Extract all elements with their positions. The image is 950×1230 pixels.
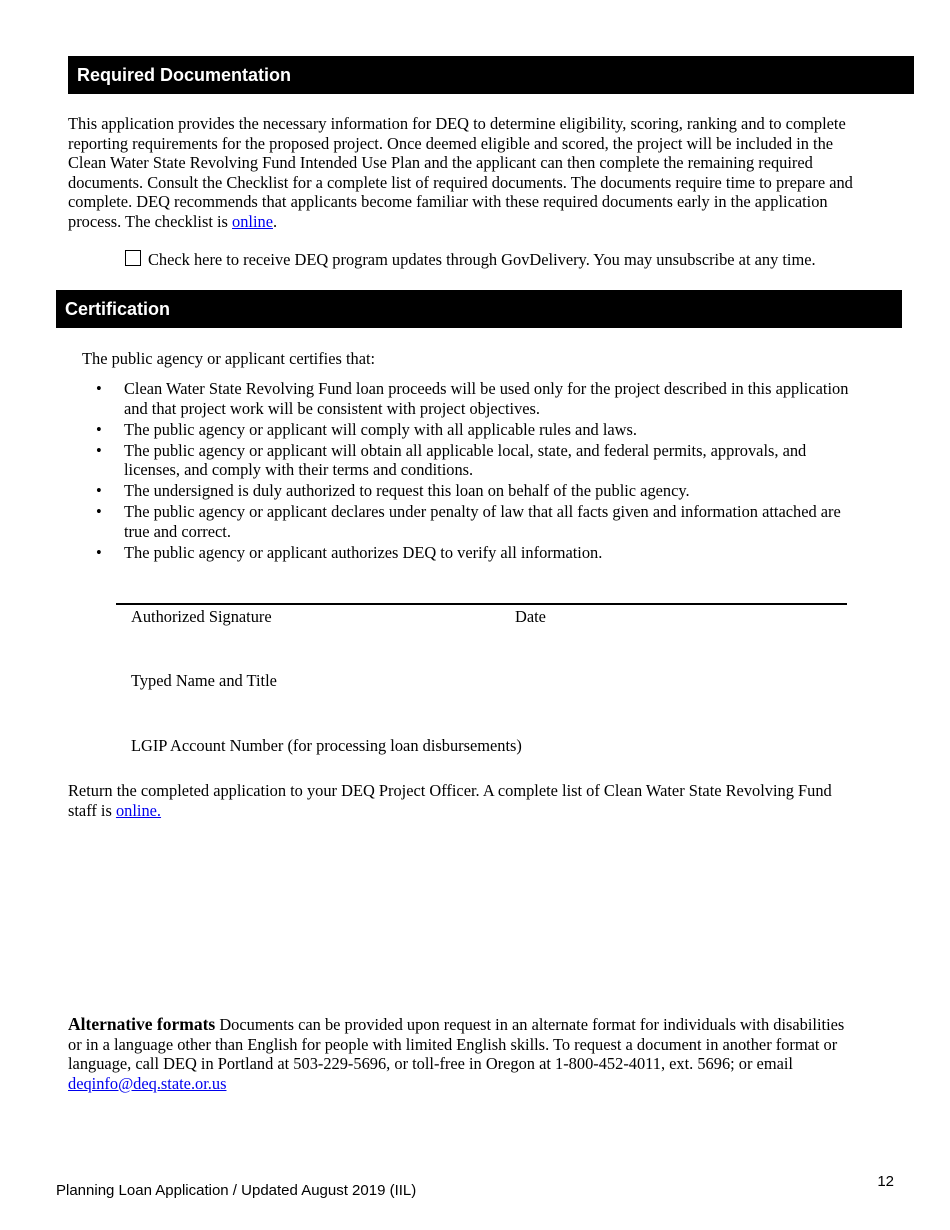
bullet-icon: • (96, 419, 102, 439)
certification-item (96, 420, 856, 440)
return-instructions (68, 781, 858, 820)
certification-item (96, 441, 856, 480)
staff-online-link[interactable]: online. (115, 800, 162, 820)
authorized-signature-label: Authorized Signature (131, 607, 272, 626)
certification-title: Certification (65, 298, 171, 319)
certification-item (96, 379, 856, 418)
return-instructions-text: Return the completed application to your DEQ Project Officer. A complete list of Clean Water State Revolving Fund staff is (68, 781, 832, 820)
certification-header (56, 290, 902, 328)
required-documentation-title: Required Documentation (77, 64, 292, 85)
lgip-account-number-label: LGIP Account Number (for processing loan disbursements) (131, 736, 522, 755)
date-label: Date (515, 607, 546, 626)
required-documentation-body (68, 114, 858, 231)
alternative-formats-text: Documents can be provided upon request in an alternate format for individuals with disabilities or in a language other than English for people with limited English skills. To request a document in another format or language, call DEQ in Portland at 503-229-5696, or toll-free in Oregon at 1-800-452-4011, ext. 5696; or email (68, 1015, 845, 1073)
required-documentation-header (68, 56, 914, 94)
required-documentation-period: . (273, 211, 278, 231)
certification-item-text: The public agency or applicant will comply with all applicable rules and laws. (124, 419, 637, 439)
bullet-icon: • (96, 502, 102, 521)
page-number: 12 (877, 1173, 894, 1190)
alternative-formats-heading: Alternative formats (68, 1014, 216, 1034)
certification-item (96, 481, 856, 501)
bullet-icon: • (96, 379, 102, 398)
govdelivery-checkbox[interactable] (125, 250, 141, 266)
required-documentation-text: This application provides the necessary information for DEQ to determine eligibility, scoring, ranking and to complete reporting requirements for the proposed project. Once deemed eligible and scored, the project will be included in the Clean Water State Revolving Fund Intended Use Plan and the applicant can then complete the remaining required documents. Consult the Checklist for a complete list of required documents. The documents require time to prepare and complete. DEQ recommends that applicants become familiar with these required documents early in the application process. The checklist is (68, 114, 853, 231)
certification-item-text: Clean Water State Revolving Fund loan proceeds will be used only for the project described in this application and that project work will be consistent with project objectives. (124, 379, 849, 418)
certification-item-text: The undersigned is duly authorized to request this loan on behalf of the public agency. (124, 481, 690, 500)
bullet-icon: • (96, 481, 102, 500)
certification-list (96, 379, 856, 564)
certification-item (96, 502, 856, 541)
certification-item-text: The public agency or applicant authorizes DEQ to verify all information. (124, 542, 603, 562)
bullet-icon: • (96, 542, 102, 562)
deqinfo-email-link[interactable]: deqinfo@deq.state.or.us (68, 1073, 227, 1093)
certification-item (96, 543, 856, 563)
checklist-online-link[interactable]: online (232, 211, 273, 231)
typed-name-title-label: Typed Name and Title (131, 671, 277, 690)
govdelivery-option (125, 250, 816, 270)
page-footer: Planning Loan Application / Updated August 2019 (IIL) (56, 1182, 417, 1199)
certification-intro: The public agency or applicant certifies that: (82, 349, 376, 368)
certification-item-text: The public agency or applicant will obtain all applicable local, state, and federal permits, approvals, and licenses, and comply with their terms and conditions. (124, 440, 807, 479)
govdelivery-checkbox-label: Check here to receive DEQ program updates through GovDelivery. You may unsubscribe at any time. (148, 250, 816, 269)
alternative-formats (68, 1015, 858, 1093)
signature-line[interactable] (116, 603, 847, 605)
bullet-icon: • (96, 440, 102, 460)
certification-item-text: The public agency or applicant declares under penalty of law that all facts given and information attached are true and correct. (124, 502, 841, 541)
